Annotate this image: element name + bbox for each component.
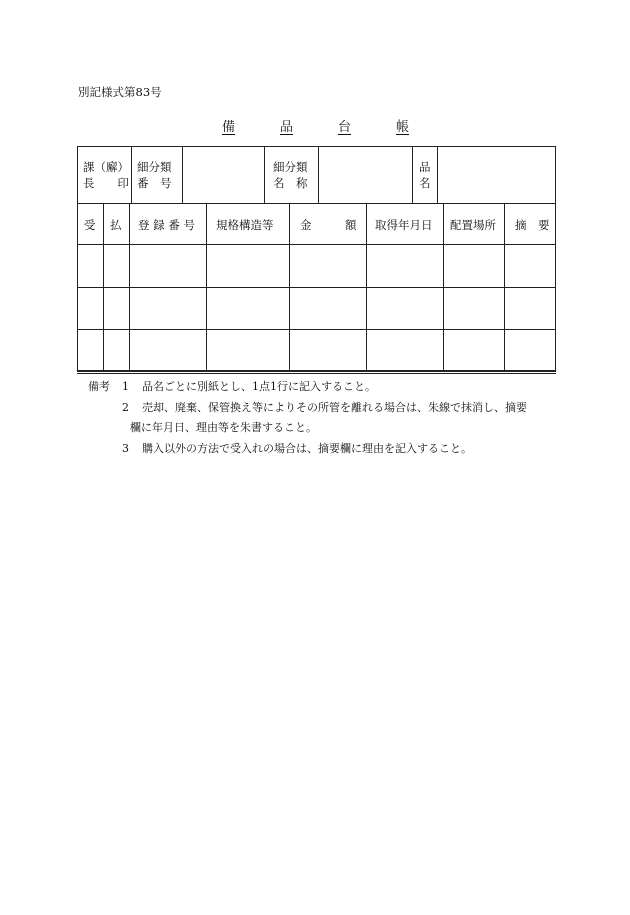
saibunrui-meisho-label-1: 細分類 [273,160,308,174]
saibunrui-bango-label-2: 番 号 [137,176,172,190]
remark-text: 売却、廃棄、保管換え等によりその所管を離れる場合は、朱線で抹消し、摘要 [142,400,527,414]
title-char-2: 品 [280,120,294,135]
column-divider [129,203,130,371]
header-divider [412,146,413,203]
table-border-top [77,146,556,147]
column-divider [366,203,367,371]
column-divider [289,203,290,371]
column-shutoku: 取得年月日 [375,218,433,232]
kacho-label-2: 長 印 [83,176,129,190]
column-divider [504,203,505,371]
remark-text-continued: 欄に年月日、理由等を朱書すること。 [130,421,317,434]
column-divider [103,203,104,371]
form-number: 別記様式第83号 [78,85,162,99]
column-divider [206,203,207,371]
column-kikaku: 規格構造等 [216,218,274,232]
ledger-title [200,116,430,136]
title-char-1: 備 [222,120,236,135]
remarks-label: 備考 [88,380,110,393]
remark-number: 1 [122,380,129,393]
header-divider [182,146,183,203]
hinmei-label-2: 名 [419,176,431,190]
title-char-3: 台 [338,120,352,135]
column-haichi: 配置場所 [450,218,496,232]
column-divider [443,203,444,371]
kacho-label-1: 課（廨） [83,160,129,174]
header-divider [131,146,132,203]
table-rule-header [77,203,556,204]
table-border-left [77,146,78,371]
column-uke: 受 [84,218,96,232]
header-divider [437,146,438,203]
remark-text: 購入以外の方法で受入れの場合は、摘要欄に理由を記入すること。 [142,441,472,455]
table-rule-row-1 [77,287,556,288]
table-border-bottom [77,370,556,372]
column-tekiyo: 摘 要 [515,218,550,232]
column-kingaku-gaku: 額 [345,218,357,232]
column-harai: 払 [110,218,122,232]
title-char-4: 帳 [396,120,410,135]
saibunrui-bango-label-1: 細分類 [137,160,172,174]
saibunrui-meisho-label-2: 名 称 [273,176,308,190]
header-divider [264,146,265,203]
table-rule-columns [77,244,556,245]
column-toroku-bango: 登 録 番 号 [138,218,195,232]
table-rule-row-2 [77,329,556,330]
remark-number: 2 [122,400,129,414]
hinmei-label-1: 品 [419,160,431,174]
table-border-bottom-double [77,373,556,374]
remark-text: 品名ごとに別紙とし、1点1行に記入すること。 [142,380,376,393]
column-kingaku-kin: 金 [300,218,312,232]
table-border-right [555,146,556,371]
header-divider [318,146,319,203]
remark-number: 3 [122,441,129,455]
